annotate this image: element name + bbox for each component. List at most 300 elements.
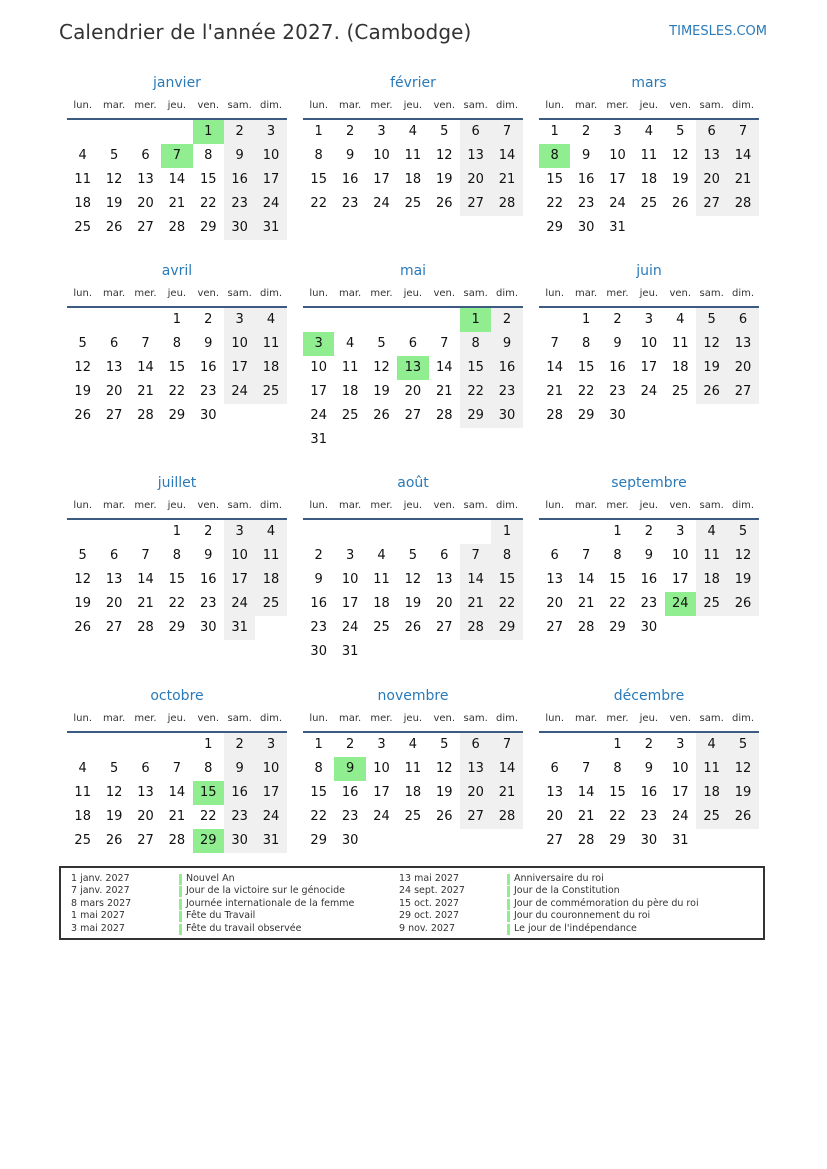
day-cell: 18 bbox=[404, 172, 422, 187]
legend-holiday-name: Nouvel An bbox=[186, 873, 235, 884]
weekday-label: mer. bbox=[370, 100, 393, 111]
days-grid bbox=[539, 308, 759, 428]
day-cell: 18 bbox=[671, 360, 689, 375]
day-cell: 5 bbox=[440, 124, 449, 139]
day-cell: 17 bbox=[255, 168, 286, 192]
weekday-label: dim. bbox=[260, 713, 283, 724]
day-cell: 22 bbox=[310, 196, 327, 211]
day-cell: 29 bbox=[168, 620, 186, 635]
weekday-label: dim. bbox=[732, 713, 755, 724]
day-cell: 15 bbox=[199, 172, 217, 187]
weekday-label: jeu. bbox=[167, 288, 187, 299]
day-cell: 18 bbox=[74, 196, 91, 211]
day-cell: 2 bbox=[345, 737, 355, 752]
day-cell: 18 bbox=[373, 596, 390, 611]
weekday-label: lun. bbox=[73, 713, 93, 724]
days-grid bbox=[67, 308, 287, 428]
site-brand-link[interactable]: TIMESLES.COM bbox=[669, 24, 767, 39]
day-cell: 17 bbox=[373, 785, 390, 800]
day-cell: 4 bbox=[408, 124, 417, 139]
day-cell: 27 bbox=[546, 833, 563, 848]
day-cell: 12 bbox=[74, 572, 91, 587]
day-cell: 2 bbox=[224, 733, 255, 757]
day-cell: 16 bbox=[310, 596, 327, 611]
weekday-label: dim. bbox=[496, 713, 519, 724]
day-cell: 1 bbox=[314, 737, 323, 752]
month-name: janvier bbox=[153, 75, 201, 91]
day-cell: 4 bbox=[255, 308, 286, 332]
day-cell: 14 bbox=[577, 572, 595, 587]
day-cell: 10 bbox=[671, 761, 689, 776]
weekday-label: mer. bbox=[606, 713, 629, 724]
day-cell: 10 bbox=[341, 572, 359, 587]
day-cell: 30 bbox=[609, 408, 626, 423]
day-cell: 20 bbox=[435, 596, 453, 611]
day-cell: 27 bbox=[435, 620, 453, 635]
weekday-label: lun. bbox=[309, 288, 329, 299]
holiday-marker bbox=[507, 911, 510, 922]
day-cell: 23 bbox=[640, 809, 658, 824]
day-cell: 27 bbox=[105, 620, 123, 635]
day-cell: 2 bbox=[644, 524, 653, 539]
day-cell: 28 bbox=[460, 616, 491, 640]
day-cell: 17 bbox=[310, 384, 327, 399]
day-cell: 16 bbox=[224, 781, 255, 805]
weekday-label: mar. bbox=[574, 713, 598, 724]
weekday-header bbox=[539, 494, 759, 520]
day-cell: 19 bbox=[671, 172, 689, 187]
day-cell: 10 bbox=[671, 548, 689, 563]
day-cell: 12 bbox=[435, 148, 453, 163]
day-cell: 23 bbox=[341, 809, 359, 824]
weekday-label: mar. bbox=[574, 288, 598, 299]
day-cell: 10 bbox=[609, 148, 626, 163]
weekday-label: lun. bbox=[73, 288, 93, 299]
weekday-header bbox=[303, 94, 523, 120]
day-cell: 30 bbox=[199, 620, 217, 635]
weekday-label: sam. bbox=[463, 713, 488, 724]
day-cell: 18 bbox=[341, 384, 359, 399]
day-cell: 30 bbox=[577, 220, 595, 235]
day-cell: 26 bbox=[727, 592, 758, 616]
legend-date: 24 sept. 2027 bbox=[399, 885, 465, 897]
day-cell: 25 bbox=[74, 220, 91, 235]
month-1 bbox=[303, 72, 523, 216]
legend-row bbox=[399, 873, 699, 885]
month-0 bbox=[67, 72, 287, 240]
day-cell: 4 bbox=[644, 124, 653, 139]
legend-holiday-name: Le jour de l'indépendance bbox=[514, 922, 637, 934]
weekday-label: sam. bbox=[227, 288, 252, 299]
weekday-label: ven. bbox=[197, 100, 220, 111]
day-cell: 12 bbox=[671, 148, 689, 163]
day-cell: 26 bbox=[404, 620, 422, 635]
empty-cell bbox=[130, 733, 161, 757]
day-cell: 11 bbox=[671, 336, 689, 351]
day-cell: 15 bbox=[310, 172, 327, 187]
weekday-header bbox=[67, 94, 287, 120]
day-cell: 14 bbox=[168, 172, 186, 187]
legend-column-right bbox=[399, 873, 699, 935]
day-cell: 17 bbox=[255, 781, 286, 805]
day-cell: 31 bbox=[609, 220, 626, 235]
weekday-label: sam. bbox=[699, 713, 724, 724]
day-cell: 9 bbox=[644, 548, 653, 563]
month-name: novembre bbox=[377, 688, 449, 704]
legend-row bbox=[71, 873, 354, 885]
day-cell: 13 bbox=[696, 144, 727, 168]
day-cell: 21 bbox=[491, 168, 522, 192]
weekday-label: mar. bbox=[102, 288, 126, 299]
empty-cell bbox=[161, 120, 192, 144]
day-cell: 15 bbox=[546, 172, 563, 187]
day-cell: 21 bbox=[168, 809, 186, 824]
empty-cell bbox=[539, 308, 570, 332]
day-cell: 25 bbox=[255, 380, 286, 404]
legend-holiday-name: Jour du couronnement du roi bbox=[514, 910, 651, 922]
day-cell: 9 bbox=[204, 336, 213, 351]
day-cell: 7 bbox=[460, 544, 491, 568]
month-2 bbox=[539, 72, 759, 240]
day-cell: 11 bbox=[640, 148, 658, 163]
weekday-label: mer. bbox=[370, 713, 393, 724]
day-cell: 23 bbox=[310, 620, 327, 635]
day-cell: 26 bbox=[105, 220, 123, 235]
weekday-label: mar. bbox=[338, 100, 362, 111]
holiday-day-cell: 9 bbox=[334, 757, 365, 781]
day-cell: 22 bbox=[199, 196, 217, 211]
month-name: mai bbox=[399, 263, 427, 279]
day-cell: 15 bbox=[577, 360, 595, 375]
day-cell: 15 bbox=[609, 785, 626, 800]
day-cell: 6 bbox=[550, 761, 559, 776]
month-11 bbox=[539, 685, 759, 853]
weekday-header bbox=[303, 494, 523, 520]
day-cell: 21 bbox=[727, 168, 758, 192]
day-cell: 3 bbox=[644, 312, 653, 327]
day-cell: 24 bbox=[224, 380, 255, 404]
empty-cell bbox=[366, 308, 397, 332]
days-grid bbox=[67, 733, 287, 853]
day-cell: 6 bbox=[696, 120, 727, 144]
month-7 bbox=[303, 472, 523, 664]
empty-cell bbox=[67, 120, 98, 144]
day-cell: 25 bbox=[74, 833, 91, 848]
empty-cell bbox=[161, 733, 192, 757]
day-cell: 21 bbox=[168, 196, 186, 211]
empty-cell bbox=[397, 308, 428, 332]
weekday-label: ven. bbox=[197, 288, 220, 299]
weekday-label: ven. bbox=[197, 500, 220, 511]
day-cell: 11 bbox=[373, 572, 390, 587]
weekday-label: jeu. bbox=[403, 500, 423, 511]
weekday-label: sam. bbox=[227, 713, 252, 724]
day-cell: 2 bbox=[314, 548, 323, 563]
day-cell: 30 bbox=[224, 829, 255, 853]
weekday-label: mer. bbox=[606, 500, 629, 511]
day-cell: 6 bbox=[440, 548, 449, 563]
month-8 bbox=[539, 472, 759, 640]
weekday-label: dim. bbox=[732, 500, 755, 511]
day-cell: 28 bbox=[491, 805, 522, 829]
day-cell: 29 bbox=[168, 408, 186, 423]
holiday-marker bbox=[179, 874, 182, 885]
day-cell: 17 bbox=[640, 360, 658, 375]
weekday-label: mer. bbox=[370, 288, 393, 299]
month-name: avril bbox=[161, 263, 193, 279]
day-cell: 23 bbox=[199, 596, 217, 611]
day-cell: 10 bbox=[310, 360, 327, 375]
weekday-label: mar. bbox=[338, 288, 362, 299]
day-cell: 24 bbox=[224, 592, 255, 616]
day-cell: 23 bbox=[199, 384, 217, 399]
day-cell: 22 bbox=[168, 596, 186, 611]
legend-row bbox=[71, 910, 354, 922]
weekday-label: lun. bbox=[545, 713, 565, 724]
day-cell: 1 bbox=[613, 524, 622, 539]
legend-row bbox=[71, 885, 354, 897]
holiday-day-cell: 29 bbox=[193, 829, 224, 853]
day-cell: 6 bbox=[408, 336, 417, 351]
empty-cell bbox=[429, 308, 460, 332]
day-cell: 19 bbox=[435, 172, 453, 187]
weekday-label: jeu. bbox=[167, 713, 187, 724]
weekday-label: lun. bbox=[73, 500, 93, 511]
day-cell: 16 bbox=[609, 360, 626, 375]
day-cell: 11 bbox=[404, 148, 422, 163]
day-cell: 28 bbox=[137, 408, 154, 423]
holiday-marker bbox=[507, 874, 510, 885]
day-cell: 20 bbox=[105, 596, 123, 611]
empty-cell bbox=[539, 733, 570, 757]
day-cell: 4 bbox=[696, 733, 727, 757]
month-10 bbox=[303, 685, 523, 853]
day-cell: 4 bbox=[377, 548, 386, 563]
day-cell: 23 bbox=[577, 196, 595, 211]
day-cell: 6 bbox=[460, 120, 491, 144]
weekday-label: sam. bbox=[227, 500, 252, 511]
day-cell: 10 bbox=[255, 757, 286, 781]
weekday-label: ven. bbox=[433, 288, 456, 299]
day-cell: 21 bbox=[435, 384, 453, 399]
day-cell: 13 bbox=[105, 360, 123, 375]
weekday-label: lun. bbox=[545, 288, 565, 299]
holiday-marker bbox=[507, 899, 510, 910]
day-cell: 21 bbox=[577, 809, 595, 824]
day-cell: 1 bbox=[491, 520, 522, 544]
holiday-day-cell: 1 bbox=[460, 308, 491, 332]
day-cell: 20 bbox=[727, 356, 758, 380]
empty-cell bbox=[334, 308, 365, 332]
day-cell: 22 bbox=[491, 592, 522, 616]
weekday-label: jeu. bbox=[403, 713, 423, 724]
day-cell: 9 bbox=[224, 144, 255, 168]
day-cell: 30 bbox=[640, 833, 658, 848]
day-cell: 12 bbox=[373, 360, 390, 375]
day-cell: 26 bbox=[373, 408, 390, 423]
weekday-header bbox=[67, 494, 287, 520]
day-cell: 16 bbox=[199, 572, 217, 587]
day-cell: 10 bbox=[373, 148, 390, 163]
day-cell: 11 bbox=[696, 757, 727, 781]
weekday-label: mer. bbox=[606, 288, 629, 299]
legend-date: 1 mai 2027 bbox=[71, 910, 125, 922]
day-cell: 15 bbox=[609, 572, 626, 587]
day-cell: 5 bbox=[440, 737, 449, 752]
day-cell: 8 bbox=[204, 761, 213, 776]
holiday-marker bbox=[179, 886, 182, 897]
day-cell: 11 bbox=[404, 761, 422, 776]
day-cell: 23 bbox=[640, 596, 658, 611]
day-cell: 27 bbox=[460, 805, 491, 829]
days-grid bbox=[303, 733, 523, 853]
empty-cell bbox=[429, 520, 460, 544]
weekday-label: sam. bbox=[463, 100, 488, 111]
day-cell: 10 bbox=[224, 544, 255, 568]
day-cell: 17 bbox=[609, 172, 626, 187]
day-cell: 26 bbox=[671, 196, 689, 211]
day-cell: 16 bbox=[577, 172, 595, 187]
day-cell: 5 bbox=[408, 548, 417, 563]
day-cell: 25 bbox=[341, 408, 359, 423]
day-cell: 12 bbox=[74, 360, 91, 375]
empty-cell bbox=[397, 520, 428, 544]
day-cell: 15 bbox=[491, 568, 522, 592]
empty-cell bbox=[334, 520, 365, 544]
weekday-label: ven. bbox=[197, 713, 220, 724]
legend-date: 15 oct. 2027 bbox=[399, 897, 460, 909]
day-cell: 20 bbox=[137, 809, 154, 824]
day-cell: 23 bbox=[609, 384, 626, 399]
day-cell: 13 bbox=[137, 785, 154, 800]
day-cell: 18 bbox=[255, 356, 286, 380]
weekday-header bbox=[539, 94, 759, 120]
weekday-label: jeu. bbox=[403, 288, 423, 299]
day-cell: 26 bbox=[105, 833, 123, 848]
day-cell: 25 bbox=[671, 384, 689, 399]
weekday-label: mar. bbox=[102, 713, 126, 724]
day-cell: 14 bbox=[727, 144, 758, 168]
day-cell: 22 bbox=[168, 384, 186, 399]
empty-cell bbox=[130, 520, 161, 544]
weekday-header bbox=[67, 282, 287, 308]
day-cell: 9 bbox=[224, 757, 255, 781]
day-cell: 10 bbox=[640, 336, 658, 351]
weekday-label: ven. bbox=[433, 500, 456, 511]
day-cell: 28 bbox=[435, 408, 453, 423]
day-cell: 11 bbox=[696, 544, 727, 568]
weekday-label: jeu. bbox=[639, 713, 659, 724]
day-cell: 29 bbox=[546, 220, 563, 235]
month-name: mars bbox=[631, 75, 667, 91]
day-cell: 26 bbox=[74, 620, 91, 635]
day-cell: 8 bbox=[613, 548, 622, 563]
day-cell: 30 bbox=[224, 216, 255, 240]
day-cell: 23 bbox=[224, 192, 255, 216]
day-cell: 11 bbox=[74, 172, 91, 187]
weekday-header bbox=[539, 707, 759, 733]
day-cell: 14 bbox=[168, 785, 186, 800]
empty-cell bbox=[130, 120, 161, 144]
day-cell: 28 bbox=[727, 192, 758, 216]
days-grid bbox=[539, 120, 759, 240]
holiday-day-cell: 15 bbox=[193, 781, 224, 805]
holiday-day-cell: 24 bbox=[665, 592, 696, 616]
day-cell: 8 bbox=[491, 544, 522, 568]
weekday-label: dim. bbox=[496, 288, 519, 299]
day-cell: 13 bbox=[137, 172, 154, 187]
legend-date: 29 oct. 2027 bbox=[399, 910, 460, 922]
legend-date: 13 mai 2027 bbox=[399, 873, 460, 884]
weekday-label: dim. bbox=[260, 288, 283, 299]
empty-cell bbox=[67, 520, 98, 544]
day-cell: 18 bbox=[640, 172, 658, 187]
day-cell: 30 bbox=[310, 644, 327, 659]
day-cell: 25 bbox=[373, 620, 390, 635]
day-cell: 1 bbox=[172, 524, 181, 539]
day-cell: 24 bbox=[255, 192, 286, 216]
day-cell: 18 bbox=[696, 781, 727, 805]
day-cell: 4 bbox=[255, 520, 286, 544]
day-cell: 21 bbox=[577, 596, 595, 611]
day-cell: 18 bbox=[696, 568, 727, 592]
day-cell: 29 bbox=[460, 404, 491, 428]
day-cell: 27 bbox=[137, 220, 154, 235]
weekday-label: jeu. bbox=[167, 100, 187, 111]
day-cell: 8 bbox=[581, 336, 591, 351]
weekday-label: dim. bbox=[260, 500, 283, 511]
day-cell: 8 bbox=[314, 148, 323, 163]
legend-date: 7 janv. 2027 bbox=[71, 885, 130, 897]
weekday-header bbox=[67, 707, 287, 733]
day-cell: 2 bbox=[644, 737, 653, 752]
day-cell: 30 bbox=[341, 833, 359, 848]
day-cell: 14 bbox=[460, 568, 491, 592]
legend-date: 9 nov. 2027 bbox=[399, 922, 455, 934]
day-cell: 22 bbox=[199, 809, 217, 824]
day-cell: 20 bbox=[460, 781, 491, 805]
empty-cell bbox=[98, 733, 129, 757]
day-cell: 19 bbox=[74, 596, 91, 611]
day-cell: 14 bbox=[435, 360, 453, 375]
weekday-label: jeu. bbox=[639, 100, 659, 111]
day-cell: 25 bbox=[696, 592, 727, 616]
day-cell: 12 bbox=[727, 757, 758, 781]
day-cell: 3 bbox=[613, 124, 622, 139]
holiday-marker bbox=[507, 886, 510, 897]
month-name: décembre bbox=[613, 688, 685, 704]
day-cell: 16 bbox=[199, 360, 217, 375]
days-grid bbox=[303, 308, 523, 452]
day-cell: 18 bbox=[74, 809, 91, 824]
day-cell: 12 bbox=[105, 172, 123, 187]
day-cell: 11 bbox=[255, 332, 286, 356]
day-cell: 6 bbox=[141, 148, 150, 163]
day-cell: 24 bbox=[609, 196, 626, 211]
weekday-label: sam. bbox=[699, 288, 724, 299]
day-cell: 14 bbox=[491, 144, 522, 168]
day-cell: 21 bbox=[546, 384, 563, 399]
day-cell: 29 bbox=[199, 220, 217, 235]
day-cell: 8 bbox=[172, 548, 181, 563]
day-cell: 19 bbox=[404, 596, 422, 611]
weekday-label: mer. bbox=[370, 500, 393, 511]
holiday-marker bbox=[179, 899, 182, 910]
day-cell: 4 bbox=[676, 312, 685, 327]
day-cell: 4 bbox=[408, 737, 417, 752]
holiday-legend bbox=[59, 866, 765, 940]
day-cell: 13 bbox=[546, 785, 563, 800]
